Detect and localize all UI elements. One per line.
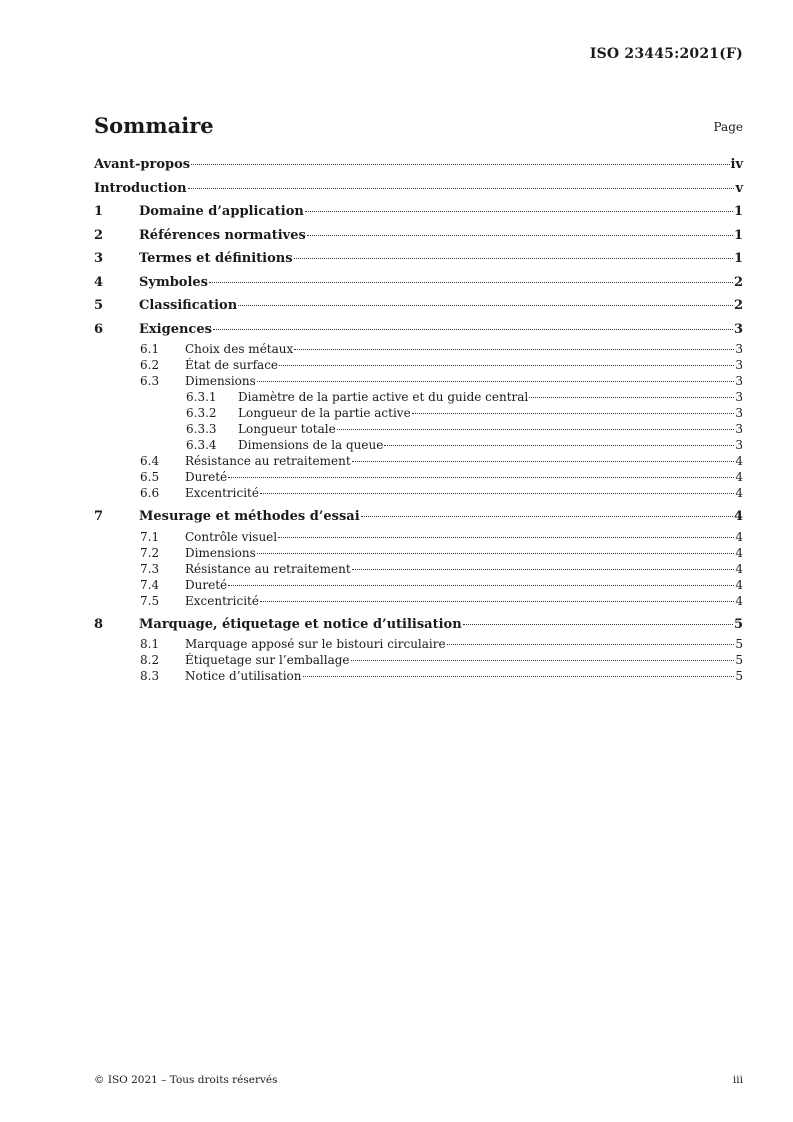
- toc-entry[interactable]: [94, 224, 743, 248]
- toc-entry-page: 4: [735, 529, 743, 544]
- toc-entry[interactable]: [94, 373, 743, 389]
- toc-entry[interactable]: [94, 505, 743, 529]
- toc-entry-title[interactable]: Contrôle visuel: [185, 529, 278, 544]
- toc-entry-number: 6: [94, 321, 104, 337]
- dot-leader: [307, 235, 733, 236]
- toc-entry-page: 3: [735, 374, 743, 388]
- dot-leader: [447, 644, 735, 645]
- toc-entry-title[interactable]: Résistance au retraitement: [185, 454, 351, 468]
- toc-entry-number: 6.1: [140, 342, 160, 356]
- toc-entry-page: 4: [735, 561, 743, 576]
- toc-entry-title[interactable]: Exigences: [139, 321, 212, 337]
- toc-entry-number: 6.3: [140, 374, 160, 388]
- toc-entry-number: 6.2: [140, 358, 160, 372]
- toc-entry[interactable]: [94, 405, 743, 421]
- toc-entry-page: 1: [733, 204, 743, 219]
- toc-entry-number: 6.5: [140, 470, 160, 484]
- toc-entry-page: 1: [733, 227, 743, 243]
- toc-entry-number: 2: [94, 227, 104, 243]
- toc-entry-number: 8.3: [140, 669, 160, 683]
- dot-leader: [209, 282, 733, 283]
- toc-entry[interactable]: [94, 247, 743, 271]
- toc-entry-page: 5: [733, 616, 743, 632]
- toc-entry[interactable]: [94, 668, 743, 684]
- toc-entry-number: 7.2: [140, 545, 160, 560]
- document-id: ISO 23445:2021(F): [589, 46, 743, 62]
- toc-entry[interactable]: [94, 561, 743, 577]
- toc-entry-number: 5: [94, 298, 104, 313]
- toc-entry-title[interactable]: Notice d’utilisation: [185, 669, 302, 683]
- toc-entry-number: 6.3.2: [186, 406, 217, 420]
- toc-entry[interactable]: [94, 389, 743, 405]
- toc-entry-number: 6.4: [140, 454, 160, 468]
- toc-entry-page: 5: [735, 669, 743, 683]
- toc-entry[interactable]: [94, 529, 743, 545]
- toc-entry-title[interactable]: Références normatives: [139, 227, 306, 243]
- toc-entry[interactable]: [94, 341, 743, 357]
- toc-entry-page: 3: [735, 438, 743, 452]
- page-column-label: Page: [713, 120, 743, 134]
- toc-entry-page: 4: [735, 454, 743, 468]
- toc-entry-page: 5: [735, 637, 743, 651]
- toc-entry[interactable]: [94, 421, 743, 437]
- dot-leader: [191, 164, 729, 165]
- toc-entry-page: 4: [735, 545, 743, 560]
- toc-entry-number: 3: [94, 251, 104, 266]
- toc-entry-number: 6.6: [140, 486, 160, 500]
- toc-entry-page: v: [735, 180, 743, 196]
- toc-entry-title[interactable]: Longueur de la partie active: [238, 406, 411, 420]
- toc-entry-title[interactable]: Diamètre de la partie active et du guide central: [238, 390, 529, 404]
- toc-entry-title[interactable]: Domaine d’application: [139, 204, 304, 219]
- toc-entry[interactable]: [94, 318, 743, 342]
- dot-leader: [278, 537, 734, 538]
- toc-entry-title[interactable]: Marquage, étiquetage et notice d’utilisation: [139, 616, 462, 632]
- toc-entry-page: 5: [735, 653, 743, 667]
- page-number: iii: [732, 1074, 743, 1086]
- toc-entry[interactable]: [94, 485, 743, 501]
- dot-leader: [337, 429, 735, 430]
- toc-entry-number: 7.4: [140, 577, 160, 592]
- toc-entry[interactable]: [94, 357, 743, 373]
- toc-entry[interactable]: [94, 636, 743, 652]
- dot-leader: [303, 676, 735, 677]
- toc-entry[interactable]: [94, 294, 743, 318]
- toc-entry[interactable]: [94, 271, 743, 295]
- toc-entry-number: 8.2: [140, 653, 160, 667]
- toc-entry-page: 3: [735, 342, 743, 356]
- page-title: Sommaire: [94, 113, 214, 138]
- toc-entry-number: 7: [94, 509, 104, 524]
- dot-leader: [228, 477, 734, 478]
- dot-leader: [228, 585, 734, 586]
- toc-entry[interactable]: [94, 545, 743, 561]
- toc-entry-title[interactable]: Dimensions de la queue: [238, 438, 384, 452]
- toc-entry-number: 7.5: [140, 593, 160, 608]
- dot-leader: [294, 258, 733, 259]
- toc-entry-page: 4: [735, 486, 743, 500]
- toc-entry[interactable]: [94, 177, 743, 201]
- toc-entry-title[interactable]: État de surface: [185, 358, 279, 372]
- copyright-footer: © ISO 2021 – Tous droits réservés: [94, 1074, 278, 1086]
- dot-leader: [188, 188, 735, 189]
- toc-entry-title[interactable]: Avant-propos: [94, 157, 191, 172]
- dot-leader: [238, 305, 733, 306]
- toc-entry-title[interactable]: Résistance au retraitement: [185, 561, 351, 576]
- toc-entry[interactable]: [94, 593, 743, 609]
- table-of-contents: [94, 153, 743, 684]
- toc-entry[interactable]: [94, 469, 743, 485]
- dot-leader: [279, 365, 734, 366]
- toc-entry-page: 3: [735, 422, 743, 436]
- toc-entry-page: 3: [735, 406, 743, 420]
- toc-entry-title[interactable]: Choix des métaux: [185, 342, 294, 356]
- dot-leader: [463, 624, 733, 625]
- dot-leader: [384, 445, 734, 446]
- toc-entry-number: 7.3: [140, 561, 160, 576]
- toc-entry-number: 6.3.1: [186, 390, 217, 404]
- toc-entry[interactable]: [94, 200, 743, 224]
- dot-leader: [257, 381, 735, 382]
- toc-entry-page: 2: [733, 298, 743, 313]
- dot-leader: [529, 397, 734, 398]
- toc-entry-number: 8: [94, 616, 104, 632]
- toc-entry-title[interactable]: Marquage apposé sur le bistouri circulaire: [185, 637, 446, 651]
- toc-entry[interactable]: [94, 613, 743, 637]
- dot-leader: [361, 516, 733, 517]
- toc-entry-title[interactable]: Dimensions: [185, 374, 256, 388]
- toc-entry-title[interactable]: Excentricité: [185, 593, 259, 608]
- dot-leader: [260, 601, 734, 602]
- toc-entry-title[interactable]: Étiquetage sur l’emballage: [185, 653, 350, 667]
- toc-entry-page: 4: [735, 593, 743, 608]
- toc-entry-page: 4: [735, 470, 743, 484]
- toc-entry-title[interactable]: Dureté: [185, 470, 228, 484]
- toc-entry-page: 1: [733, 251, 743, 266]
- toc-entry[interactable]: [94, 453, 743, 469]
- toc-entry-title[interactable]: Termes et définitions: [139, 251, 293, 266]
- toc-entry-number: 4: [94, 274, 104, 290]
- toc-entry-number: 6.3.4: [186, 438, 217, 452]
- toc-entry-title[interactable]: Dureté: [185, 577, 228, 592]
- toc-entry-page: 3: [733, 321, 743, 337]
- dot-leader: [257, 553, 735, 554]
- toc-entry-page: 4: [733, 509, 743, 524]
- toc-entry-number: 1: [94, 204, 104, 219]
- dot-leader: [352, 569, 735, 570]
- toc-entry-title[interactable]: Classification: [139, 298, 238, 313]
- toc-entry-title[interactable]: Introduction: [94, 180, 187, 196]
- dot-leader: [351, 660, 735, 661]
- dot-leader: [412, 413, 735, 414]
- toc-entry-page: 4: [735, 577, 743, 592]
- toc-entry-page: 3: [735, 358, 743, 372]
- toc-entry[interactable]: [94, 153, 743, 177]
- toc-entry-number: 6.3.3: [186, 422, 217, 436]
- toc-entry-page: 2: [733, 274, 743, 290]
- dot-leader: [305, 211, 733, 212]
- dot-leader: [213, 329, 733, 330]
- toc-entry-title[interactable]: Excentricité: [185, 486, 259, 500]
- toc-entry[interactable]: [94, 577, 743, 593]
- toc-entry-page: iv: [730, 157, 743, 172]
- toc-entry-number: 7.1: [140, 529, 160, 544]
- toc-entry[interactable]: [94, 437, 743, 453]
- dot-leader: [260, 493, 734, 494]
- toc-entry[interactable]: [94, 652, 743, 668]
- toc-entry-number: 8.1: [140, 637, 160, 651]
- toc-entry-title[interactable]: Symboles: [139, 274, 208, 290]
- dot-leader: [352, 461, 735, 462]
- toc-entry-title[interactable]: Mesurage et méthodes d’essai: [139, 509, 360, 524]
- toc-entry-page: 3: [735, 390, 743, 404]
- toc-entry-title[interactable]: Longueur totale: [238, 422, 336, 436]
- dot-leader: [294, 349, 734, 350]
- toc-entry-title[interactable]: Dimensions: [185, 545, 256, 560]
